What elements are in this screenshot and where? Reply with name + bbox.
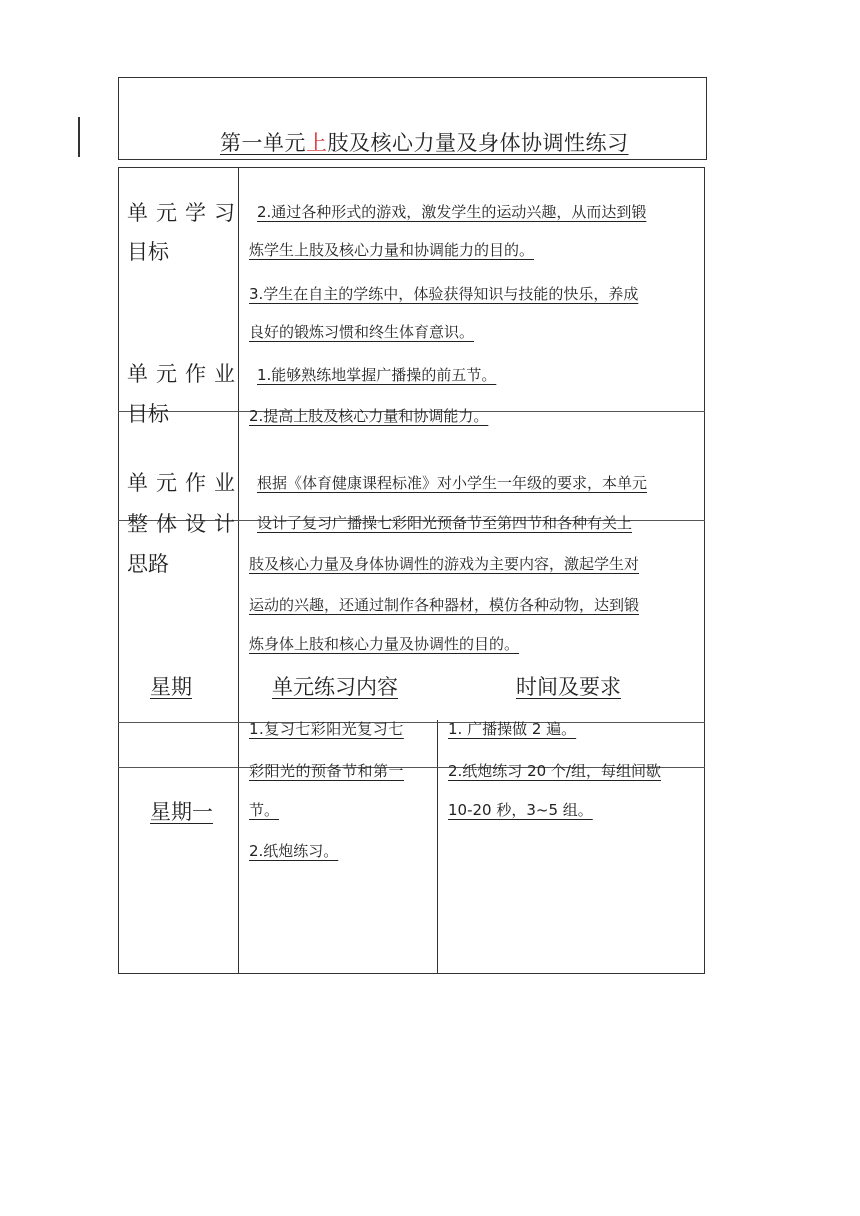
header-time: 时间及要求 bbox=[516, 675, 621, 699]
row-day: 星期一 bbox=[150, 800, 213, 824]
design-label-1: 单元作业 bbox=[127, 471, 243, 495]
table-left bbox=[118, 167, 119, 973]
table-top bbox=[118, 167, 705, 168]
row-content-line: 节。 bbox=[249, 801, 280, 819]
row-time-line: 10-20 秒，3~5 组。 bbox=[448, 801, 593, 819]
homework-goal-line: 2.提高上肢及核心力量和协调能力。 bbox=[249, 407, 489, 425]
design-line: 运动的兴趣，还通过制作各种器材，模仿各种动物，达到锻 bbox=[249, 596, 640, 614]
learning-goal-label-1: 单元学习 bbox=[127, 201, 243, 225]
rule-header bbox=[118, 722, 705, 723]
learning-goal-line: 3.学生在自主的学练中，体验获得知识与技能的快乐，养成 bbox=[249, 285, 639, 303]
design-line: 设计了复习广播操七彩阳光预备节至第四节和各种有关上 bbox=[257, 514, 633, 532]
learning-goal-line: 良好的锻炼习惯和终生体育意识。 bbox=[249, 323, 475, 341]
learning-goal-label-2: 目标 bbox=[127, 240, 169, 264]
table-bottom bbox=[118, 973, 705, 974]
homework-goal-label-2: 目标 bbox=[127, 402, 169, 426]
row-content-line: 2.纸炮练习。 bbox=[249, 842, 339, 860]
row-content-line: 彩阳光的预备节和第一 bbox=[249, 762, 405, 780]
row-content-line: 1.复习七彩阳光复习七 bbox=[249, 720, 404, 738]
design-label-2: 整体设计 bbox=[127, 512, 243, 536]
title-box-left bbox=[118, 77, 119, 159]
margin-mark bbox=[78, 117, 80, 157]
row-time-line: 2.纸炮练习 20 个/组，每组间歇 bbox=[448, 762, 661, 780]
title-box-right bbox=[706, 77, 707, 159]
homework-goal-line: 1.能够熟练地掌握广播操的前五节。 bbox=[257, 366, 497, 384]
table-right bbox=[704, 167, 705, 973]
title-red-char: 上 bbox=[306, 131, 328, 155]
column-divider-2 bbox=[437, 720, 438, 973]
column-divider-1 bbox=[238, 167, 239, 973]
title-box-bottom bbox=[118, 159, 707, 160]
header-content: 单元练习内容 bbox=[272, 675, 398, 699]
design-line: 炼身体上肢和核心力量及协调性的目的。 bbox=[249, 635, 520, 653]
title-box-top bbox=[118, 77, 707, 78]
design-line: 根据《体育健康课程标准》对小学生一年级的要求，本单元 bbox=[257, 474, 648, 492]
learning-goal-line: 2.通过各种形式的游戏，激发学生的运动兴趣，从而达到锻 bbox=[257, 203, 647, 221]
page-title: 第一单元上肢及核心力量及身体协调性练习 bbox=[220, 131, 629, 155]
design-line: 肢及核心力量及身体协调性的游戏为主要内容，激起学生对 bbox=[249, 555, 640, 573]
learning-goal-line: 炼学生上肢及核心力量和协调能力的目的。 bbox=[249, 241, 535, 259]
design-label-3: 思路 bbox=[127, 552, 169, 576]
row-time-line: 1. 广播操做 2 遍。 bbox=[448, 720, 577, 738]
homework-goal-label-1: 单元作业 bbox=[127, 362, 243, 386]
header-day: 星期 bbox=[150, 675, 192, 699]
